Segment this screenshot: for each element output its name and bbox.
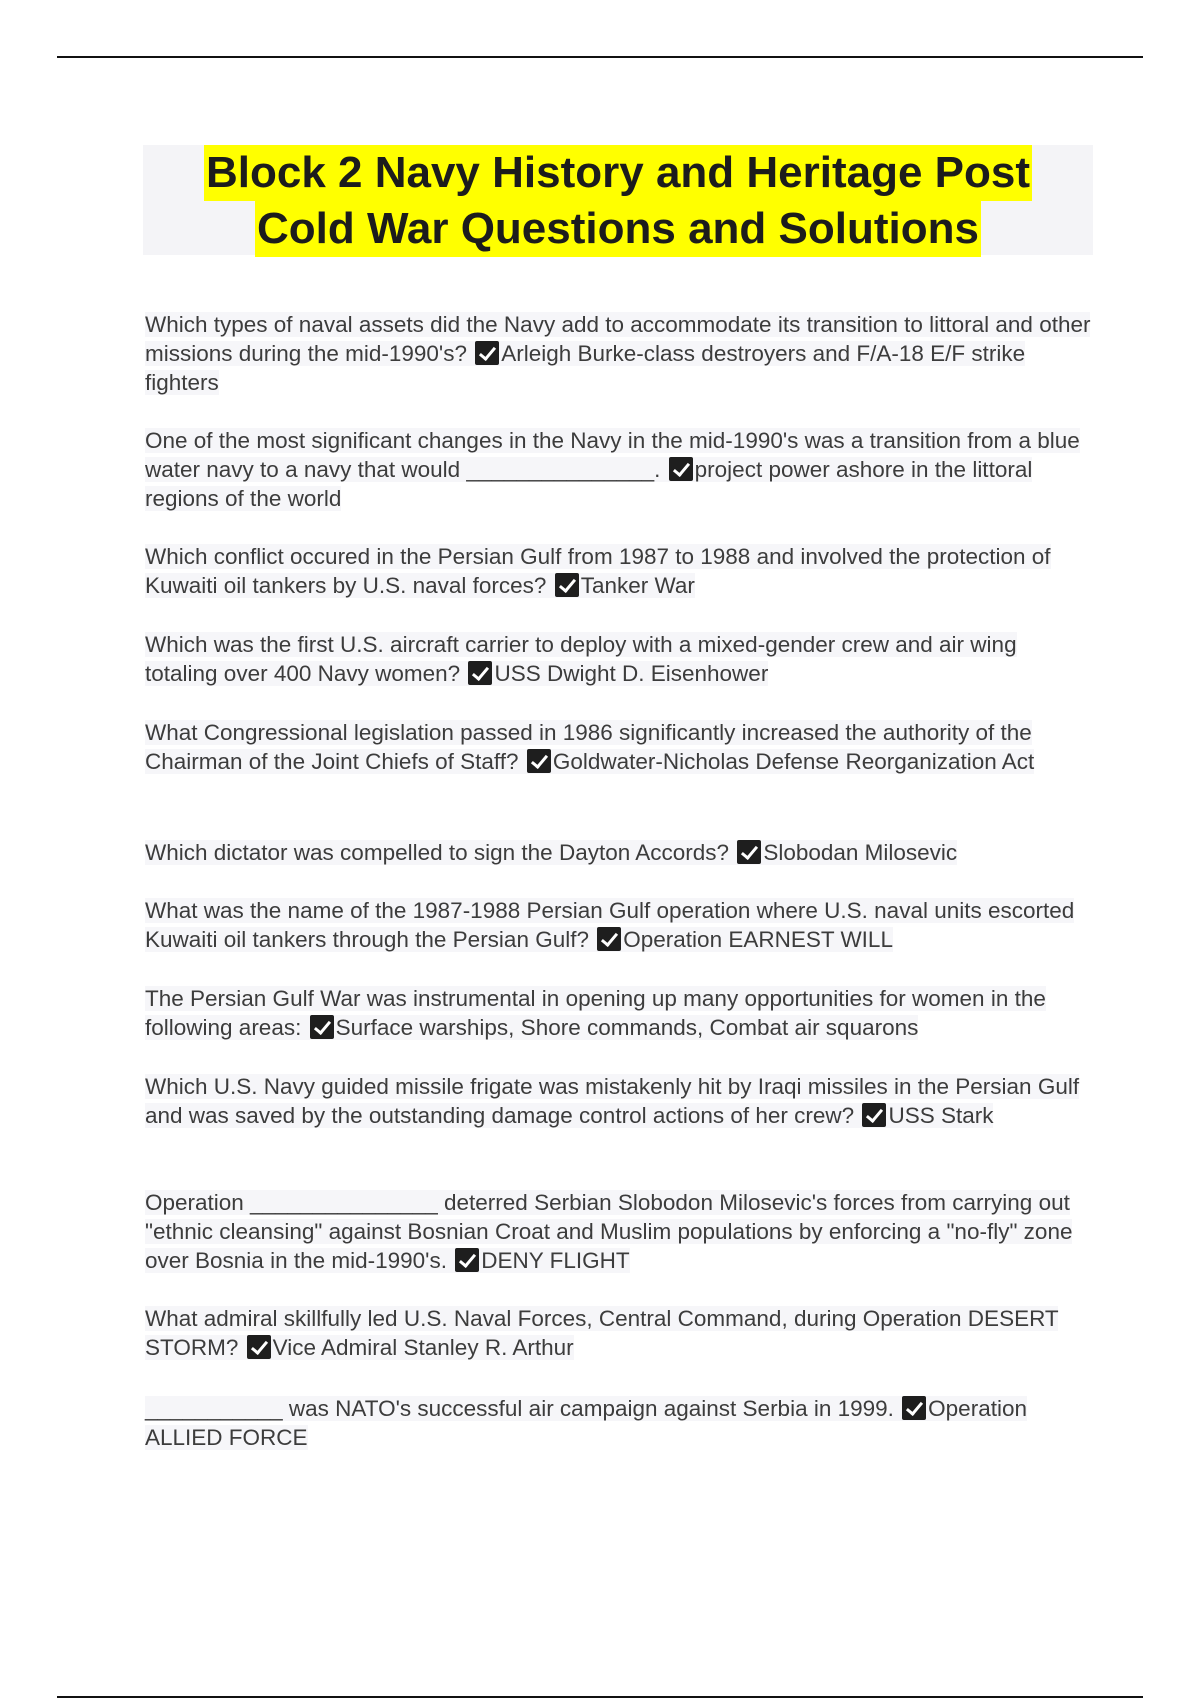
document-title: [143, 145, 1093, 255]
top-rule: [57, 56, 1143, 58]
question-text: Operation _______________ deterred Serbian Slobodon Milosevic's forces from carrying out "ethnic cleansing" against Bosnian Croat and Muslim populations by enforcing a "no-fly" zone over Bosnia in the mid-1990's.: [145, 1190, 1073, 1273]
question-text: What admiral skillfully led U.S. Naval Forces, Central Command, during Operation DESERT STORM?: [145, 1306, 1059, 1360]
question-text: The Persian Gulf War was instrumental in opening up many opportunities for women in the following areas:: [145, 986, 1046, 1040]
answer-text: Tanker War: [580, 573, 695, 598]
qa-item: [145, 1072, 1095, 1130]
checkmark-icon: [737, 840, 761, 864]
answer-text: Goldwater-Nicholas Defense Reorganization Act: [552, 749, 1035, 774]
qa-item: [145, 1394, 1095, 1452]
qa-item: [145, 1188, 1095, 1275]
answer-text: Operation EARNEST WILL: [623, 927, 893, 952]
question-text: What was the name of the 1987-1988 Persian Gulf operation where U.S. naval units escorted Kuwaiti oil tankers through the Persian Gulf?: [145, 898, 1075, 952]
question-text: Which U.S. Navy guided missile frigate was mistakenly hit by Iraqi missiles in the Persian Gulf and was saved by the outstanding damage control actions of her crew?: [145, 1074, 1080, 1128]
checkmark-icon: [527, 749, 551, 773]
qa-item: [145, 838, 1095, 867]
question-text: Which was the first U.S. aircraft carrier to deploy with a mixed-gender crew and air wing totaling over 400 Navy women?: [145, 632, 1017, 686]
checkmark-icon: [455, 1248, 479, 1272]
title-line-1: Block 2 Navy History and Heritage Post: [204, 145, 1032, 201]
answer-text: project power ashore in the littoral regions of the world: [145, 457, 1033, 511]
checkmark-icon: [247, 1335, 271, 1359]
answer-text: Arleigh Burke-class destroyers and F/A-18 E/F strike fighters: [145, 341, 1026, 395]
checkmark-icon: [310, 1015, 334, 1039]
checkmark-icon: [555, 573, 579, 597]
checkmark-icon: [862, 1103, 886, 1127]
answer-text: DENY FLIGHT: [481, 1248, 630, 1273]
checkmark-icon: [902, 1396, 926, 1420]
qa-item: [145, 426, 1095, 513]
checkmark-icon: [669, 457, 693, 481]
qa-item: [145, 542, 1095, 600]
answer-text: Slobodan Milosevic: [763, 840, 958, 865]
checkmark-icon: [468, 661, 492, 685]
checkmark-icon: [475, 341, 499, 365]
question-text: Which conflict occured in the Persian Gulf from 1987 to 1988 and involved the protection of Kuwaiti oil tankers by U.S. naval forces?: [145, 544, 1051, 598]
answer-text: Surface warships, Shore commands, Combat air squarons: [335, 1015, 919, 1040]
checkmark-icon: [597, 927, 621, 951]
question-text: Which dictator was compelled to sign the Dayton Accords?: [145, 840, 730, 865]
question-text: What Congressional legislation passed in 1986 significantly increased the authority of the Chairman of the Joint Chiefs of Staff?: [145, 720, 1032, 774]
title-line-2: Cold War Questions and Solutions: [255, 201, 981, 257]
question-text: One of the most significant changes in the Navy in the mid-1990's was a transition from a blue water navy to a navy that would _______________.: [145, 428, 1080, 482]
qa-item: [145, 718, 1095, 776]
qa-item: [145, 1304, 1095, 1362]
answer-text: Operation ALLIED FORCE: [145, 1396, 1027, 1450]
qa-item: [145, 896, 1095, 954]
qa-item: [145, 310, 1095, 397]
answer-text: Vice Admiral Stanley R. Arthur: [272, 1335, 574, 1360]
question-text: Which types of naval assets did the Navy add to accommodate its transition to littoral and other missions during the mid-1990's?: [145, 312, 1091, 366]
bottom-rule: [57, 1696, 1143, 1698]
qa-item: [145, 630, 1095, 688]
answer-text: USS Dwight D. Eisenhower: [494, 661, 769, 686]
qa-item: [145, 984, 1095, 1042]
question-text: ___________ was NATO's successful air campaign against Serbia in 1999.: [145, 1396, 894, 1421]
answer-text: USS Stark: [888, 1103, 994, 1128]
